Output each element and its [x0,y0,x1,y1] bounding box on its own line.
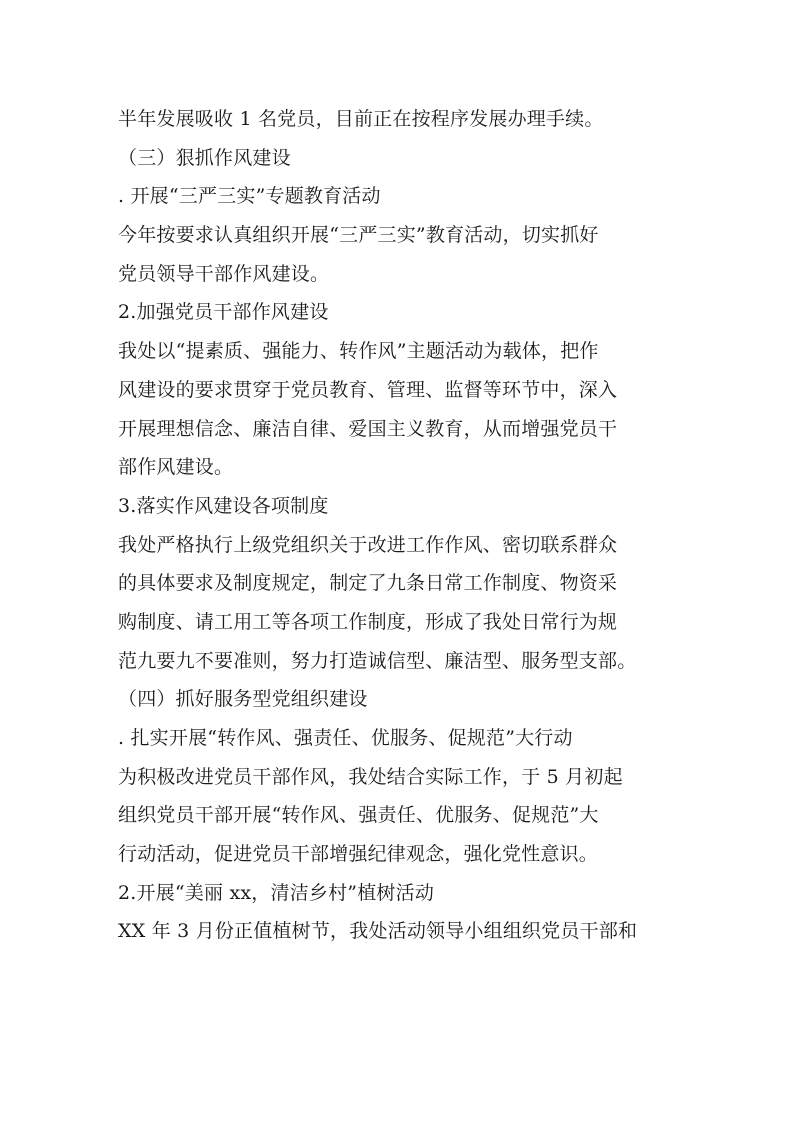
paragraph-line: 今年按要求认真组织开展“三严三实”教育活动，切实抓好 [118,224,599,247]
paragraph-line: 党员领导干部作风建设。 [118,262,330,285]
section-heading: （三）狠抓作风建设 [118,146,291,169]
subsection-heading: . 扎实开展“转作风、强责任、优服务、促规范”大行动 [118,727,573,749]
paragraph-line: 我处以“提素质、强能力、转作风”主题活动为载体，把作 [118,340,599,363]
paragraph-line: 风建设的要求贯穿于党员教育、管理、监督等环节中，深入 [118,378,618,401]
section-heading: （四）抓好服务型党组织建设 [118,688,368,711]
paragraph-line: 购制度、请工用工等各项工作制度，形成了我处日常行为规 [118,610,618,633]
paragraph-line: 行动活动，促进党员干部增强纪律观念，强化党性意识。 [118,843,599,866]
subsection-heading: 3.落实作风建设各项制度 [118,494,329,517]
paragraph-line: 组织党员干部开展“转作风、强责任、优服务、促规范”大 [118,804,599,827]
subsection-heading: 2.加强党员干部作风建设 [118,301,329,324]
paragraph-line: 为积极改进党员干部作风，我处结合实际工作，于 5 月初起 [118,765,623,788]
paragraph-line: XX 年 3 月份正值植树节，我处活动领导小组组织党员干部和 [118,920,638,943]
paragraph-line: 范九要九不要准则，努力打造诚信型、廉洁型、服务型支部。 [118,649,637,672]
paragraph-line: 我处严格执行上级党组织关于改进工作作风、密切联系群众 [118,533,618,556]
document-body [118,100,678,951]
paragraph-line: 的具体要求及制度规定，制定了九条日常工作制度、物资采 [118,572,618,595]
paragraph-line: 开展理想信念、廉洁自律、爱国主义教育，从而增强党员干 [118,417,618,440]
paragraph-line: 半年发展吸收 1 名党员，目前正在按程序发展办理手续。 [118,108,604,130]
subsection-heading: 2.开展“美丽 xx，清洁乡村”植树活动 [118,881,435,904]
paragraph-line: 部作风建设。 [118,456,234,479]
subsection-heading: . 开展“三严三实”专题教育活动 [118,185,381,208]
